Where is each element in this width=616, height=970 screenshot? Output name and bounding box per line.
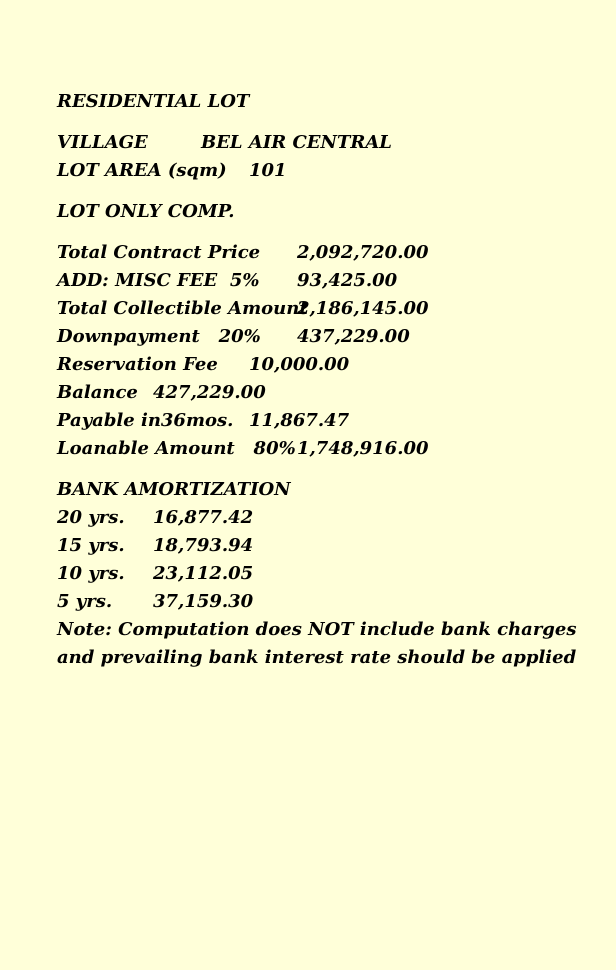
misc-fee-value: 93,425.00 bbox=[297, 270, 398, 291]
balance-row bbox=[57, 379, 616, 407]
amortization-row bbox=[57, 532, 616, 560]
downpayment-value: 437,229.00 bbox=[297, 326, 410, 347]
loanable-percent: 80% bbox=[253, 438, 296, 459]
loanable-label: Loanable Amount bbox=[57, 438, 235, 459]
amortization-term: 10 yrs. bbox=[57, 563, 125, 584]
amortization-row bbox=[57, 560, 616, 588]
reservation-fee-row bbox=[57, 351, 616, 379]
amortization-term: 5 yrs. bbox=[57, 591, 113, 612]
total-contract-price-value: 2,092,720.00 bbox=[297, 242, 429, 263]
lot-area-value: 101 bbox=[249, 160, 287, 181]
payable-value: 11,867.47 bbox=[249, 410, 350, 431]
amortization-value: 18,793.94 bbox=[153, 535, 254, 556]
downpayment-label: Downpayment bbox=[57, 326, 200, 347]
section-lot-only: LOT ONLY COMP. bbox=[57, 201, 235, 222]
lot-area-row bbox=[57, 157, 616, 185]
misc-fee-percent: 5% bbox=[229, 270, 260, 291]
reservation-fee-label: Reservation Fee bbox=[57, 354, 218, 375]
document-title: RESIDENTIAL LOT bbox=[57, 91, 250, 112]
amortization-term: 15 yrs. bbox=[57, 535, 125, 556]
total-collectible-row bbox=[57, 295, 616, 323]
downpayment-row bbox=[57, 323, 616, 351]
misc-fee-row bbox=[57, 267, 616, 295]
total-contract-price-label: Total Contract Price bbox=[57, 242, 261, 263]
amortization-value: 37,159.30 bbox=[153, 591, 254, 612]
downpayment-percent: 20% bbox=[218, 326, 261, 347]
misc-fee-label-group bbox=[57, 267, 297, 295]
misc-fee-label: ADD: MISC FEE bbox=[57, 270, 218, 291]
village-label: VILLAGE bbox=[57, 132, 148, 153]
payable-row bbox=[57, 407, 616, 435]
payable-months: 36mos. bbox=[160, 410, 234, 431]
total-contract-price-row bbox=[57, 239, 616, 267]
amortization-value: 16,877.42 bbox=[153, 507, 254, 528]
total-collectible-label: Total Collectible Amount bbox=[57, 298, 308, 319]
village-row bbox=[57, 129, 616, 157]
loanable-row bbox=[57, 435, 616, 463]
balance-label: Balance bbox=[57, 382, 138, 403]
village-value: BEL AIR CENTRAL bbox=[201, 132, 392, 153]
amortization-term: 20 yrs. bbox=[57, 507, 125, 528]
loanable-label-group bbox=[57, 435, 297, 463]
amortization-value: 23,112.05 bbox=[153, 563, 254, 584]
downpayment-label-group bbox=[57, 323, 297, 351]
bank-amortization-heading: BANK AMORTIZATION bbox=[57, 479, 291, 500]
loanable-value: 1,748,916.00 bbox=[297, 438, 429, 459]
total-collectible-value: 2,186,145.00 bbox=[297, 298, 429, 319]
reservation-fee-value: 10,000.00 bbox=[249, 354, 350, 375]
payable-label-group bbox=[57, 407, 249, 435]
lot-area-label: LOT AREA (sqm) bbox=[57, 160, 227, 181]
computation-note: Note: Computation does NOT include bank charges and prevailing bank interest rate should be applied bbox=[57, 619, 577, 668]
amortization-row bbox=[57, 504, 616, 532]
balance-value: 427,229.00 bbox=[153, 382, 266, 403]
payable-label: Payable in bbox=[57, 410, 161, 431]
amortization-row bbox=[57, 588, 616, 616]
